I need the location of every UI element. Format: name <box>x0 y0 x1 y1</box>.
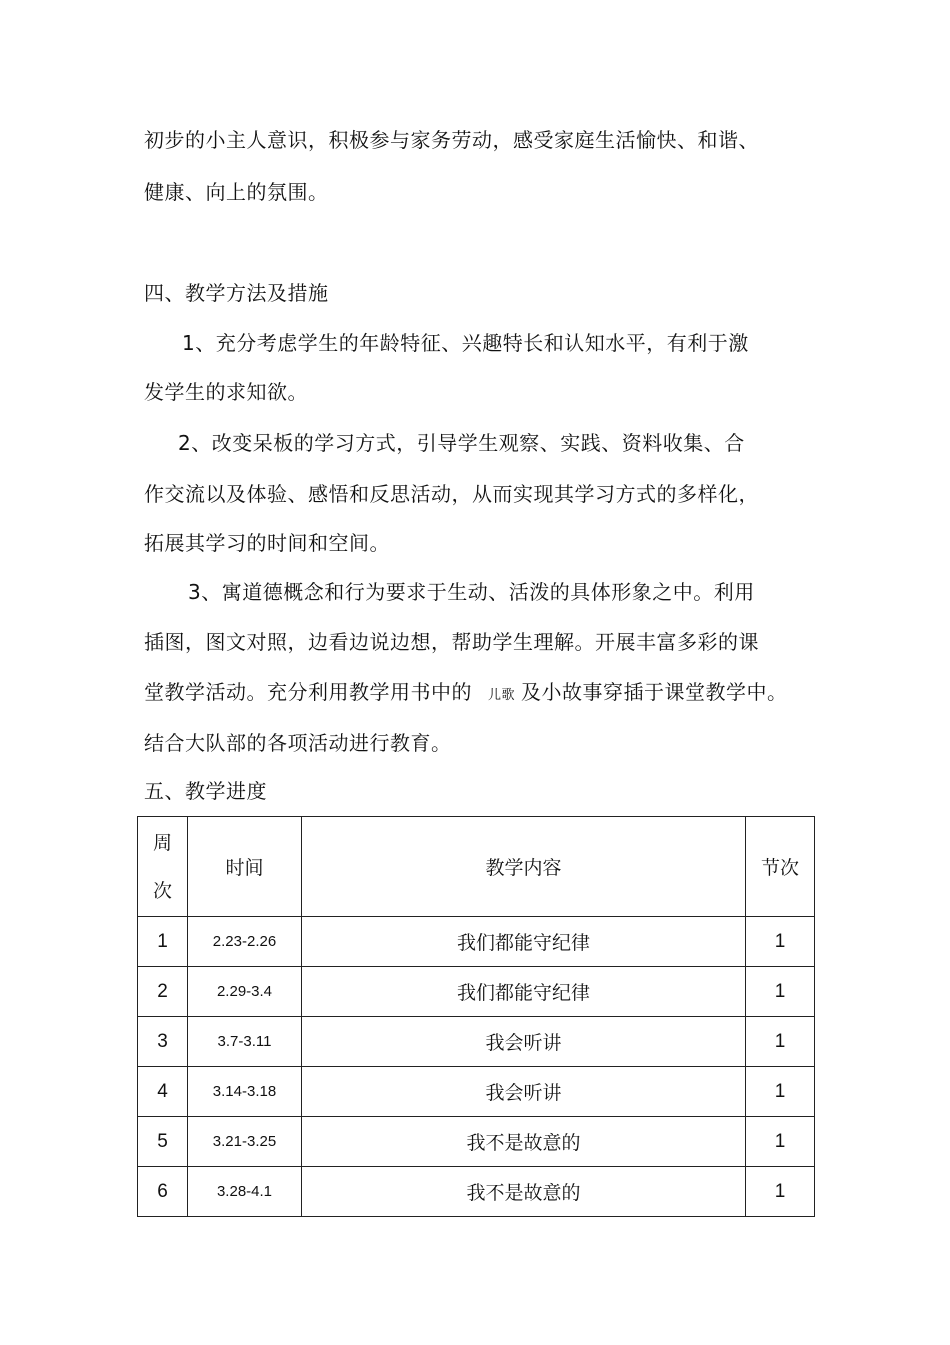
header-content: 教学内容 <box>302 817 746 917</box>
header-week <box>138 817 188 917</box>
header-week-line: 周 <box>152 831 172 854</box>
cell-lessons: 1 <box>746 1117 815 1167</box>
paragraph-line: 健康、向上的氛围。 <box>144 180 329 204</box>
cell-lessons: 1 <box>746 967 815 1017</box>
table-row <box>138 917 815 967</box>
inline-small-text: 儿歌 <box>488 688 516 703</box>
table-row <box>138 967 815 1017</box>
table-row <box>138 1167 815 1217</box>
cell-lessons: 1 <box>746 1167 815 1217</box>
cell-week: 6 <box>138 1167 188 1217</box>
cell-week: 3 <box>138 1017 188 1067</box>
cell-content: 我不是故意的 <box>302 1167 746 1217</box>
list-item-3-line <box>144 680 788 708</box>
section-heading-methods: 四、教学方法及措施 <box>144 281 329 305</box>
cell-week: 4 <box>138 1067 188 1117</box>
cell-time: 3.14-3.18 <box>188 1067 302 1117</box>
list-item-3-line: 插图，图文对照，边看边说边想，帮助学生理解。开展丰富多彩的课 <box>144 630 759 654</box>
cell-week: 1 <box>138 917 188 967</box>
list-item-3-line: 3、寓道德概念和行为要求于生动、活泼的具体形象之中。利用 <box>188 580 755 604</box>
cell-time: 2.23-2.26 <box>188 917 302 967</box>
table-row <box>138 1017 815 1067</box>
list-item-2-line: 2、改变呆板的学习方式，引导学生观察、实践、资料收集、合 <box>178 431 745 455</box>
cell-lessons: 1 <box>746 1067 815 1117</box>
table-row <box>138 1117 815 1167</box>
cell-content: 我会听讲 <box>302 1017 746 1067</box>
cell-time: 2.29-3.4 <box>188 967 302 1017</box>
cell-lessons: 1 <box>746 1017 815 1067</box>
table-header-row <box>138 817 815 917</box>
cell-content: 我不是故意的 <box>302 1117 746 1167</box>
paragraph-line: 初步的小主人意识，积极参与家务劳动，感受家庭生活愉快、和谐、 <box>144 128 759 152</box>
list-item-1-line: 发学生的求知欲。 <box>144 380 308 404</box>
header-time: 时间 <box>188 817 302 917</box>
cell-lessons: 1 <box>746 917 815 967</box>
inline-text: 堂教学活动。充分利用教学用书中的 <box>144 680 472 704</box>
cell-content: 我们都能守纪律 <box>302 917 746 967</box>
header-week-line: 次 <box>152 879 172 902</box>
cell-week: 5 <box>138 1117 188 1167</box>
list-item-3-line: 结合大队部的各项活动进行教育。 <box>144 731 452 755</box>
header-lessons: 节次 <box>746 817 815 917</box>
schedule-table <box>137 816 815 1217</box>
cell-time: 3.21-3.25 <box>188 1117 302 1167</box>
table-row <box>138 1067 815 1117</box>
list-item-1-line: 1、充分考虑学生的年龄特征、兴趣特长和认知水平，有利于激 <box>182 331 749 355</box>
cell-week: 2 <box>138 967 188 1017</box>
list-item-2-line: 拓展其学习的时间和空间。 <box>144 531 390 555</box>
section-heading-schedule: 五、教学进度 <box>144 779 267 803</box>
cell-content: 我们都能守纪律 <box>302 967 746 1017</box>
cell-time: 3.7-3.11 <box>188 1017 302 1067</box>
cell-content: 我会听讲 <box>302 1067 746 1117</box>
list-item-2-line: 作交流以及体验、感悟和反思活动，从而实现其学习方式的多样化， <box>144 482 759 506</box>
cell-time: 3.28-4.1 <box>188 1167 302 1217</box>
inline-text: 及小故事穿插于课堂教学中。 <box>521 680 788 704</box>
